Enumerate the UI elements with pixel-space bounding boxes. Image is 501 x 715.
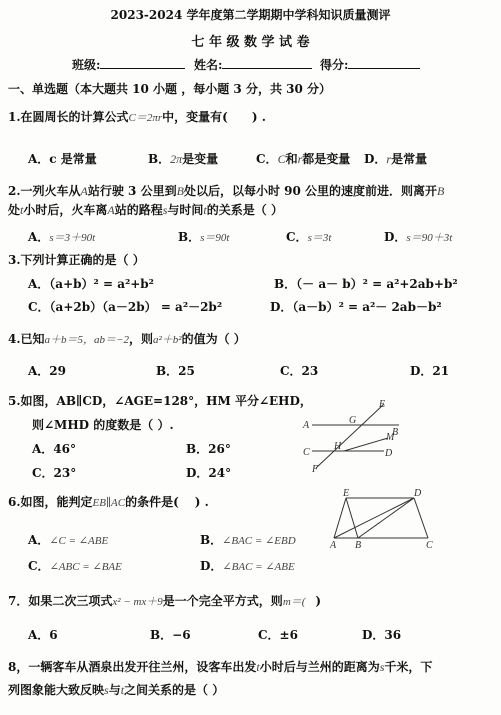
- label-f: F: [312, 464, 319, 474]
- q7-math-1: x² − mx＋9: [112, 596, 163, 608]
- class-field: [72, 56, 185, 73]
- q1-b-pre: B．: [148, 152, 171, 166]
- q1-stem-c: ) .: [251, 110, 266, 124]
- q1-option-d: [364, 150, 427, 167]
- q2-b-math: s＝90t: [200, 232, 230, 244]
- q2-option-d: [384, 228, 452, 245]
- q8-l2c: 与: [108, 683, 121, 697]
- q4-stem-b: ，则: [128, 332, 153, 346]
- label-e: E: [343, 488, 350, 499]
- q4-stem: [8, 330, 246, 347]
- q1-option-a: A．c 是常量: [28, 152, 97, 166]
- q2-line1: [8, 182, 444, 199]
- q5-line1: 5.如图，AB∥CD，∠AGE=128°，HM 平分∠EHD，: [8, 394, 312, 408]
- q1-stem-a: 1.在圆周长的计算公式: [8, 110, 129, 124]
- q7-stem: [8, 592, 321, 609]
- label-d: D: [414, 488, 422, 499]
- q1-c-post: 都是变量: [302, 152, 351, 166]
- q2-a-math: s＝3＋90t: [49, 232, 96, 244]
- q8-l2d: t: [120, 683, 125, 697]
- q1-option-c: [256, 150, 350, 167]
- q2-c-pre: C．: [286, 230, 308, 244]
- label-a: A: [303, 420, 310, 431]
- class-blank: [100, 56, 185, 69]
- q6-stem-c: ) .: [194, 495, 209, 509]
- q8-l1e: 千米，下: [384, 660, 433, 674]
- line-ea: [334, 498, 346, 538]
- q3-option-c: C．（a+2b）（a－2b） = a²－2b²: [28, 300, 223, 314]
- q5-line2: 则∠MHD 的度数是（ ）.: [32, 418, 174, 432]
- q1-c-pre: C．: [256, 152, 278, 166]
- score-blank: [348, 56, 420, 69]
- q7-option-d: D．36: [362, 628, 402, 642]
- q8-l1d: s: [379, 660, 385, 674]
- q6-c-math: ∠ABC = ∠BAE: [49, 561, 122, 573]
- q5-option-a: A．46°: [32, 442, 77, 456]
- q2-l1d: B: [176, 184, 184, 198]
- q1-c-m1: C: [277, 152, 286, 166]
- score-label: 得分:: [320, 58, 349, 72]
- q2-c-math: s＝3t: [307, 232, 332, 244]
- q1-c-mid: 和: [285, 152, 298, 166]
- q6-option-b: [200, 531, 296, 548]
- q2-d-pre: D．: [384, 230, 407, 244]
- q8-l2b: s: [104, 683, 109, 697]
- q8-l1c: 小时后与兰州的距离为: [259, 660, 380, 674]
- line-bd: [358, 498, 414, 538]
- q2-l2f: s: [162, 203, 168, 217]
- q6-d-pre: D．: [200, 559, 223, 573]
- q6-b-pre: B．: [200, 533, 223, 547]
- q7-stem-c: ): [315, 594, 322, 608]
- label-a: A: [330, 540, 337, 550]
- q2-d-math: s＝90＋3t: [406, 232, 453, 244]
- q2-b-pre: B．: [178, 230, 201, 244]
- q1-stem-b: 中，变量有(: [162, 110, 228, 124]
- q7-math-2: m＝(: [282, 596, 306, 608]
- q2-line2: [8, 201, 283, 218]
- label-c: C: [426, 540, 433, 550]
- q6-b-math: ∠BAC = ∠EBD: [222, 535, 296, 547]
- q2-l2h: t: [203, 203, 207, 217]
- q1-d-post: 是常量: [391, 152, 428, 166]
- label-b: B: [392, 427, 399, 438]
- exam-title: 2023-2024 学年度第二学期期中学科知识质量测评: [110, 8, 391, 22]
- q1-b-math: 2π: [170, 152, 183, 166]
- q1-stem: [8, 108, 266, 125]
- q8-l2a: 列图象能大致反映: [8, 683, 105, 697]
- line-ad: [334, 498, 414, 538]
- q5-option-c: C．23°: [32, 466, 77, 480]
- exam-subtitle: 七 年 级 数 学 试 卷: [191, 35, 310, 50]
- line-dc: [414, 498, 428, 538]
- q2-option-c: [286, 228, 331, 245]
- q6-a-math: ∠C = ∠ABE: [49, 535, 109, 547]
- q4-option-b: B．25: [156, 364, 195, 378]
- section-title: 一、单选题（本大题共 10 小题 ，每小题 3 分，共 30 分）: [8, 82, 331, 96]
- q4-stem-c: 的值为（ ）: [181, 332, 246, 346]
- q5-figure: [296, 396, 406, 474]
- q4-option-c: C．23: [280, 364, 319, 378]
- q6-option-c: [28, 557, 122, 574]
- q6-d-math: ∠BAC = ∠ABE: [222, 561, 295, 573]
- q2-option-b: [178, 228, 230, 245]
- q2-l2a: 处: [8, 203, 21, 217]
- q6-c-pre: C．: [28, 559, 50, 573]
- q1-b-post: 是变量: [182, 152, 219, 166]
- q7-option-c: C．±6: [258, 628, 298, 642]
- q1-d-pre: D．: [364, 152, 387, 166]
- q8-line1: [8, 658, 432, 675]
- name-label: 姓名:: [194, 58, 223, 72]
- q6-figure: [330, 488, 440, 550]
- q3-option-a: A．（a+b）² = a²+b²: [28, 277, 154, 291]
- q7-stem-a: 7．如果二次三项式: [8, 594, 113, 608]
- q6-math: EB∥AC: [92, 497, 126, 509]
- q6-stem: [8, 493, 209, 510]
- name-field: [194, 56, 312, 73]
- q1-formula: C＝2πr: [128, 112, 163, 124]
- q1-option-b: [148, 150, 218, 167]
- q3-option-b: B．（－ a－ b）² = a²+2ab+b²: [274, 277, 458, 291]
- line-hm: [344, 438, 388, 451]
- q8-l2e: 之间关系的是（ ）: [124, 683, 225, 697]
- q2-l1b: A: [80, 184, 88, 198]
- q4-stem-a: 4.已知: [8, 332, 45, 346]
- label-d: D: [385, 448, 393, 459]
- q2-l2c: 小时后，火车离: [23, 203, 108, 217]
- q2-l1a: 2.一列火车从: [8, 184, 81, 198]
- q3-stem: 3.下列计算正确的是（ ）: [8, 253, 145, 267]
- q8-l1b: t: [256, 660, 260, 674]
- q2-l2b: t: [20, 203, 24, 217]
- q1-c-m2: r: [297, 152, 303, 166]
- q2-option-a: [28, 228, 95, 245]
- q3-option-d: D．（a－b）² = a²－ 2ab－b²: [270, 300, 442, 314]
- line-ef: [316, 404, 384, 468]
- q2-l2e: 站的路程: [114, 203, 163, 217]
- score-field: [320, 56, 420, 73]
- q2-l2g: 与时间: [167, 203, 204, 217]
- q5-option-b: B．26°: [186, 442, 231, 456]
- label-c: C: [303, 447, 310, 458]
- label-m: M: [386, 432, 395, 443]
- q6-option-a: [28, 531, 108, 548]
- q2-l1e: 处以后，以每小时 90 公里的速度前进．则离开: [183, 184, 437, 198]
- class-label: 班级:: [72, 58, 101, 72]
- q2-l1f: B: [437, 184, 445, 198]
- name-blank: [222, 56, 312, 69]
- q6-a-pre: A．: [28, 533, 50, 547]
- q4-math-1: a＋b＝5，ab＝−2: [44, 334, 129, 346]
- q4-math-2: a²＋b²: [152, 334, 182, 346]
- label-h: H: [334, 441, 342, 452]
- q4-option-d: D．21: [410, 364, 450, 378]
- q1-d-math: r: [386, 152, 392, 166]
- q4-option-a: A．29: [28, 364, 67, 378]
- q7-option-b: B．−6: [150, 628, 191, 642]
- q2-l2d: A: [107, 203, 115, 217]
- q8-l1a: 8，一辆客车从酒泉出发开往兰州，设客车出发: [8, 660, 257, 674]
- label-e: E: [379, 399, 386, 410]
- q6-option-d: [200, 557, 295, 574]
- q2-l2i: 的关系是（ ）: [206, 203, 283, 217]
- line-eb: [346, 498, 358, 538]
- q8-line2: [8, 681, 224, 698]
- q2-a-pre: A．: [28, 230, 50, 244]
- label-b: B: [355, 540, 362, 550]
- q7-option-a: A．6: [28, 628, 58, 642]
- q5-option-d: D．24°: [186, 466, 232, 480]
- q7-stem-b: 是一个完全平方式，则: [162, 594, 283, 608]
- label-g: G: [349, 415, 357, 426]
- q2-l1c: 站行驶 3 公里到: [87, 184, 177, 198]
- q6-stem-a: 6.如图，能判定: [8, 495, 93, 509]
- q6-stem-b: 的条件是(: [125, 495, 179, 509]
